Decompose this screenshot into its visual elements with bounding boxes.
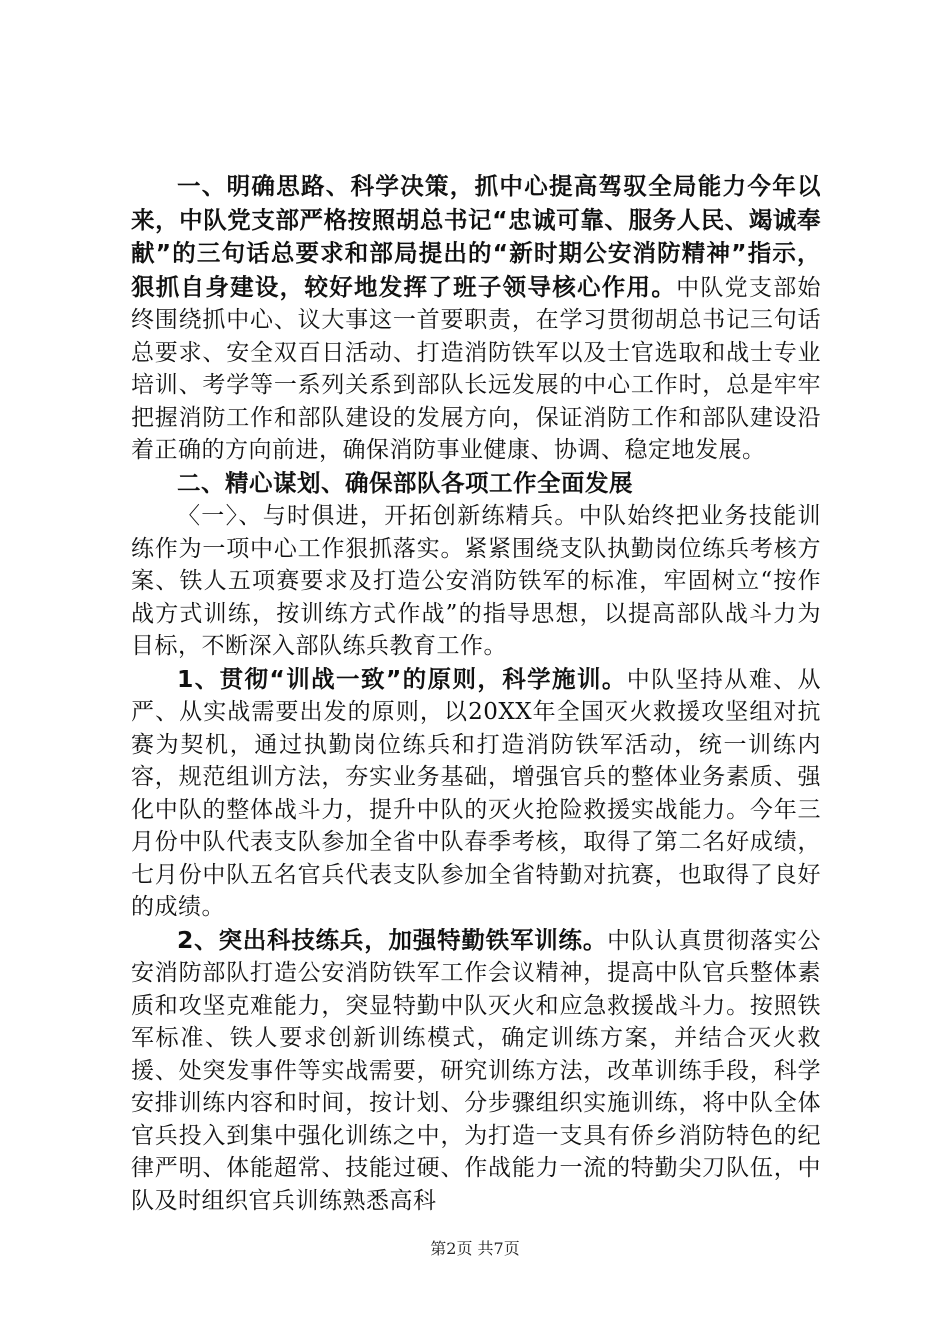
paragraph-lead: 一、明确思路、科学决策，抓中心提高驾驭全局能力今年以来，中队党支部严格按照胡总书记“忠诚可靠、服务人民、竭诚奉献”的三句话总要求和部局提出的“新时期公安消防精神”指示，狠抓自身建设，较好地发挥了班子领导核心作用。 [131, 172, 821, 301]
paragraph-item-two [131, 924, 821, 1218]
section-heading: 二、精心谋划、确保部队各项工作全面发展 [177, 468, 633, 497]
paragraph-section-two-heading [131, 467, 821, 501]
paragraph-text: 中队坚持从难、从严、从实战需要出发的原则，以20XX年全国灭火救援攻坚组对抗赛为契机，通过执勤岗位练兵和打造消防铁军活动，统一训练内容，规范组训方法，夯实业务基础，增强官兵的整体业务素质、强化中队的整体战斗力，提升中队的灭火抢险救援实战能力。今年三月份中队代表支队参加全省中队春季考核，取得了第二名好成绩，七月份中队五名官兵代表支队参加全省特勤对抗赛，也取得了良好的成绩。 [131, 666, 821, 920]
paragraph-text: 〈一〉、与时俱进，开拓创新练精兵。中队始终把业务技能训练作为一项中心工作狠抓落实。紧紧围绕支队执勤岗位练兵考核方案、铁人五项赛要求及打造公安消防铁军的标准，牢固树立“按作战方式训练，按训练方式作战”的指导思想，以提高部队战斗力为目标，不断深入部队练兵教育工作。 [131, 503, 821, 659]
paragraph-lead: 2、突出科技练兵，加强特勤铁军训练。 [177, 925, 608, 954]
document-body [131, 170, 821, 1217]
paragraph-subsection-one [131, 500, 821, 663]
paragraph-item-one [131, 663, 821, 924]
page-number-footer: 第2页 共7页 [430, 1239, 520, 1258]
paragraph-text: 中队认真贯彻落实公安消防部队打造公安消防铁军工作会议精神，提高中队官兵整体素质和攻坚克难能力，突显特勤中队灭火和应急救援战斗力。按照铁军标准、铁人要求创新训练模式，确定训练方案，并结合灭火救援、处突发事件等实战需要，研究训练方法，改革训练手段，科学安排训练内容和时间，按计划、分步骤组织实施训练，将中队全体官兵投入到集中强化训练之中，为打造一支具有侨乡消防特色的纪律严明、体能超常、技能过硬、作战能力一流的特勤尖刀队伍，中队及时组织官兵训练熟悉高科 [131, 927, 821, 1214]
paragraph-text: 中队党支部始终围绕抓中心、议大事这一首要职责，在学习贯彻胡总书记三句话总要求、安全双百日活动、打造消防铁军以及士官选取和战士专业培训、考学等一系列关系到部队长远发展的中心工作时，总是牢牢把握消防工作和部队建设的发展方向，保证消防工作和部队建设沿着正确的方向前进，确保消防事业健康、协调、稳定地发展。 [131, 274, 822, 463]
paragraph-lead: 1、贯彻“训战一致”的原则，科学施训。 [177, 664, 627, 693]
paragraph-section-one [131, 170, 821, 467]
